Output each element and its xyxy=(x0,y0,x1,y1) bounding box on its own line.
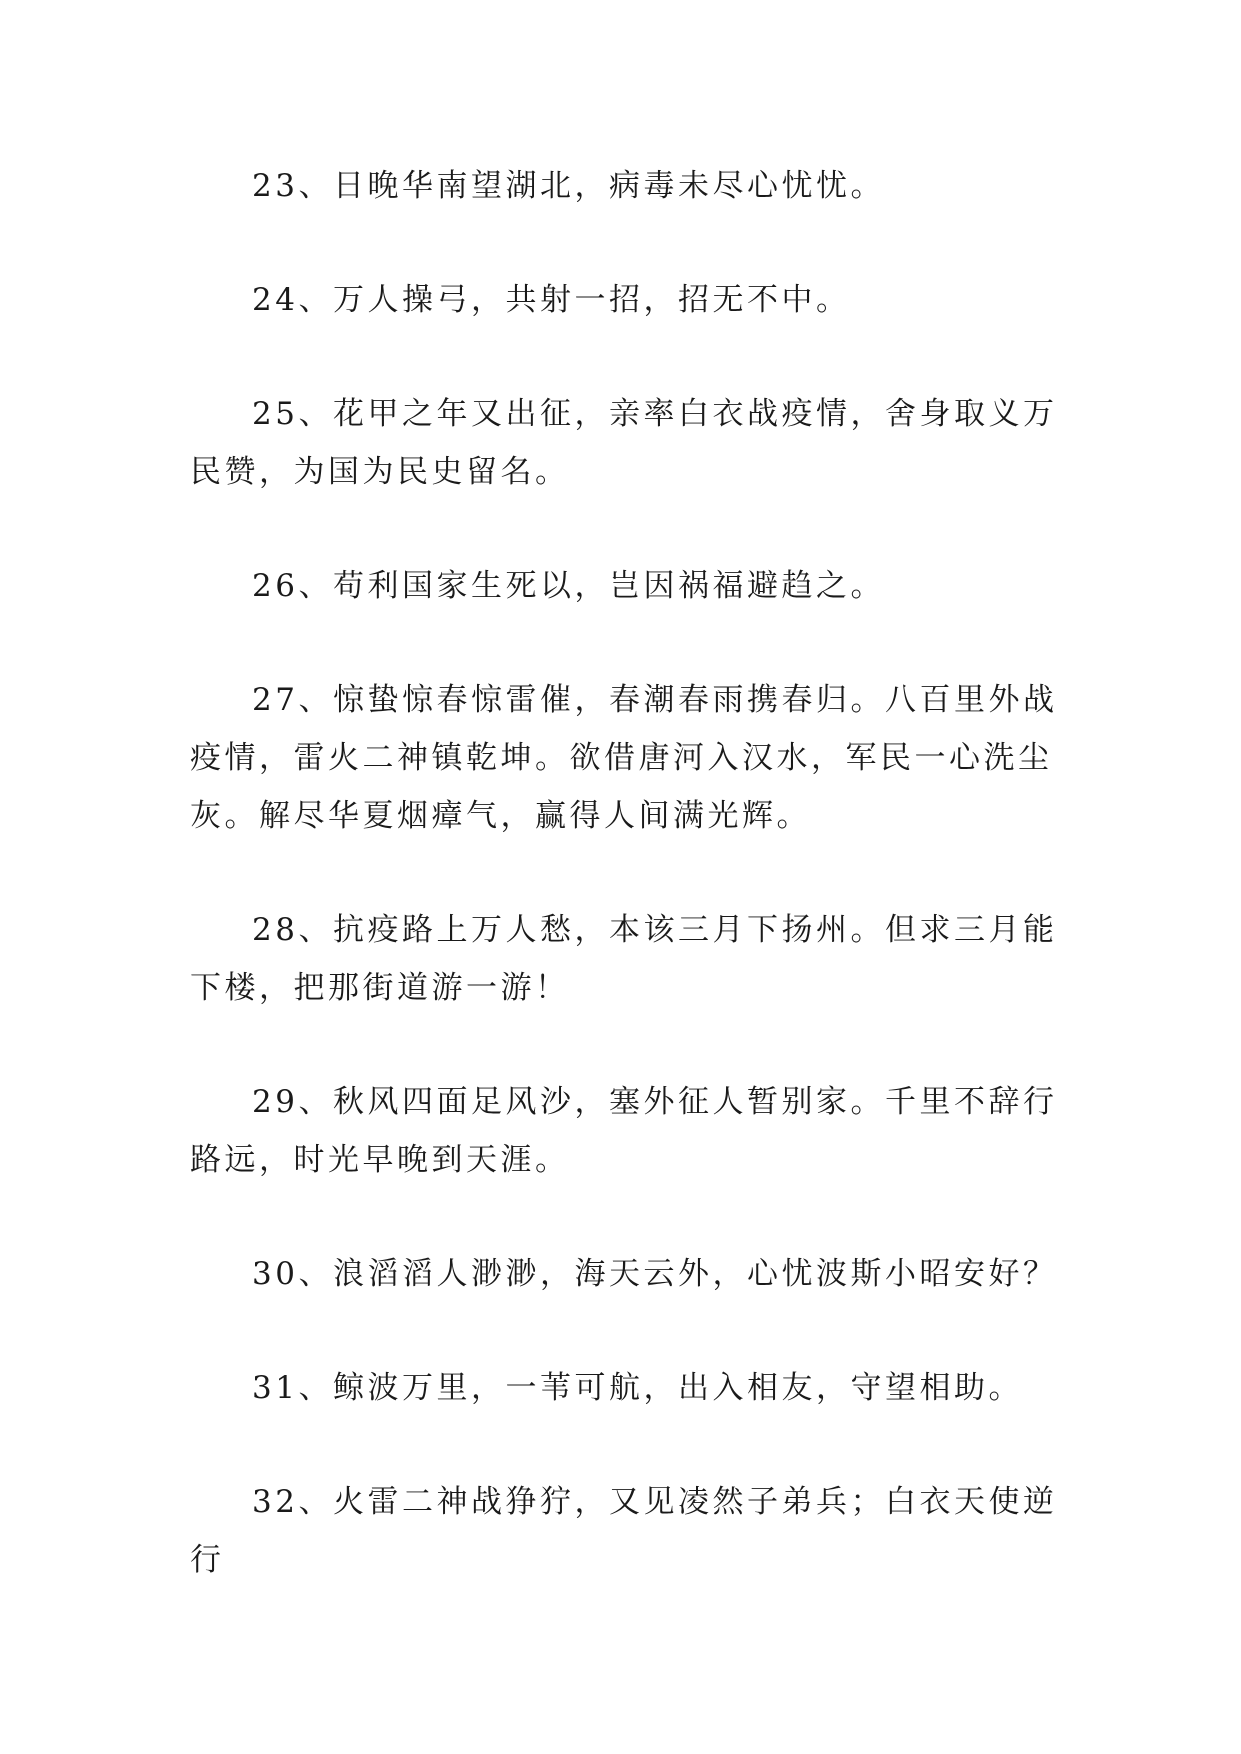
paragraph-26: 26、苟利国家生死以，岂因祸福避趋之。 xyxy=(252,568,885,604)
paragraph-32: 32、火雷二神战狰狞，又见凌然子弟兵；白衣天使逆行 xyxy=(190,1484,1058,1578)
paragraph-29: 29、秋风四面足风沙，塞外征人暂别家。千里不辞行路远，时光早晚到天涯。 xyxy=(190,1084,1058,1178)
paragraph-27: 27、惊蛰惊春惊雷催，春潮春雨携春归。八百里外战疫情，雷火二神镇乾坤。欲借唐河入汉水，军民一心洗尘灰。解尽华夏烟瘴气，赢得人间满光辉。 xyxy=(190,682,1058,834)
paragraph-23: 23、日晚华南望湖北，病毒未尽心忧忧。 xyxy=(252,168,885,204)
paragraph-28: 28、抗疫路上万人愁，本该三月下扬州。但求三月能下楼，把那街道游一游！ xyxy=(190,912,1058,1006)
paragraph-30: 30、浪滔滔人渺渺，海天云外，心忧波斯小昭安好？ xyxy=(252,1256,1058,1292)
paragraph-31: 31、鲸波万里，一苇可航，出入相友，守望相助。 xyxy=(252,1370,1023,1406)
document-body xyxy=(190,157,1080,1645)
paragraph-24: 24、万人操弓，共射一招，招无不中。 xyxy=(252,282,851,318)
paragraph-25: 25、花甲之年又出征，亲率白衣战疫情，舍身取义万民赞，为国为民史留名。 xyxy=(190,396,1058,490)
